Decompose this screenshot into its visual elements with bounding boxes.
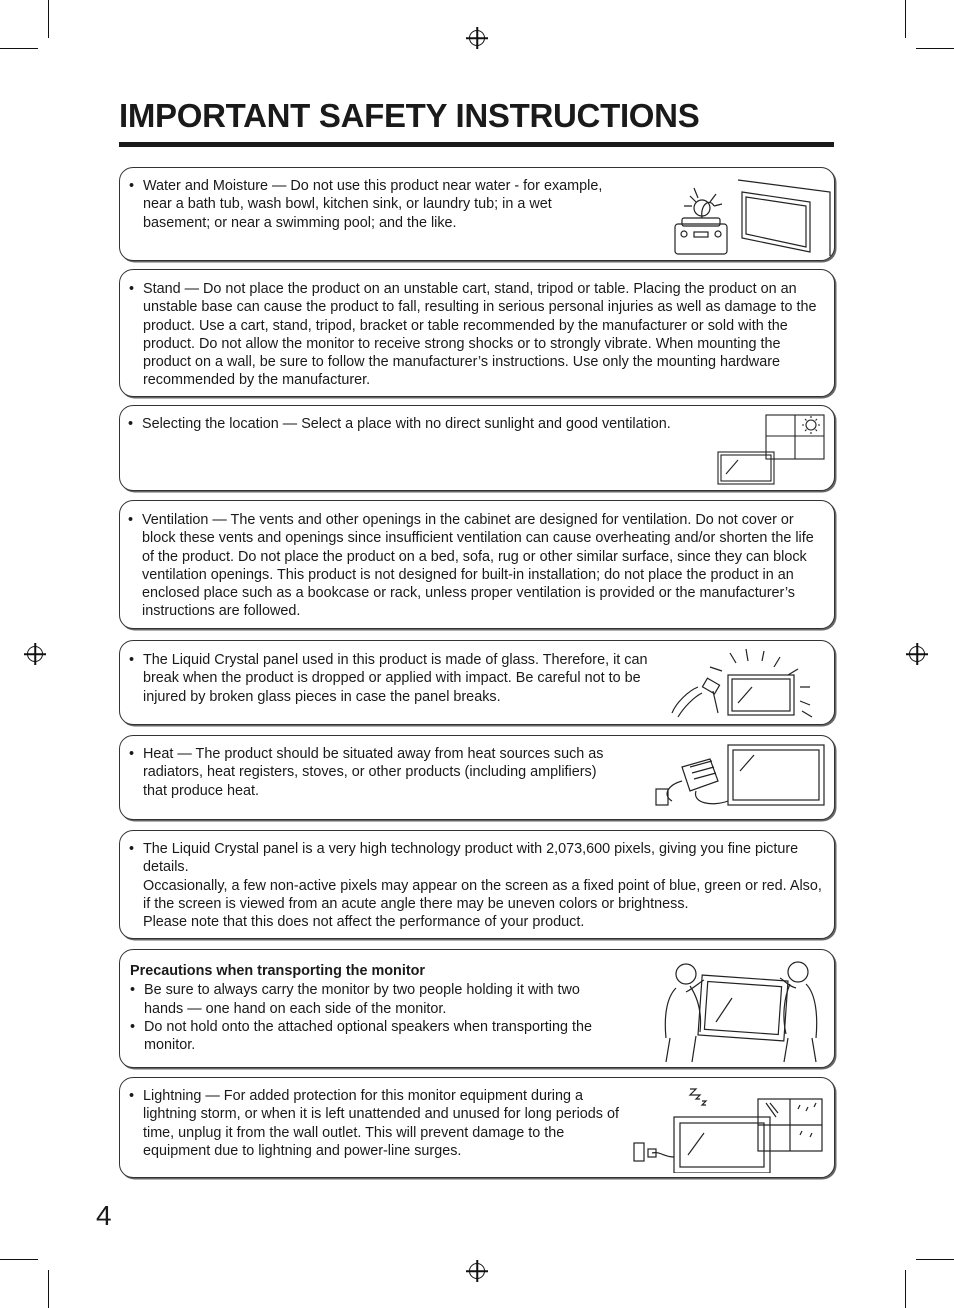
- transport-text-1: • Be sure to always carry the monitor by two people holding it with two hands — one hand on each side of the monitor.: [130, 981, 620, 1018]
- crop-mark: [916, 48, 954, 49]
- heat-text: • Heat — The product should be situated away from heat sources such as radiators, heat registers, stoves, or other products (including amplifiers) that produce heat.: [129, 745, 619, 800]
- heat-illustration-icon: [652, 741, 830, 813]
- location-illustration-icon: [716, 412, 826, 486]
- registration-mark: [469, 30, 485, 46]
- page-title: IMPORTANT SAFETY INSTRUCTIONS: [119, 97, 700, 134]
- location-text: • Selecting the location — Select a place with no direct sunlight and good ventilation.: [128, 415, 728, 433]
- pixels-text-2: Occasionally, a few non-active pixels may appear on the screen as a fixed point of blue, green or red. Also, if the screen is viewed from an acute angle there may be uneven colors or brightness.: [143, 877, 822, 912]
- pixels-text-1: • The Liquid Crystal panel is a very high technology product with 2,073,600 pixels, giving you fine picture details.: [129, 840, 829, 877]
- stand-text: • Stand — Do not place the product on an unstable cart, stand, tripod or table. Placing the product on an unstable base can cause the product to fall, resulting in serious personal injuries as well as damage to the product. Use a cart, stand, tripod, bracket or table recommended by the manufacturer or sold with the product. Do not allow the monitor to receive strong shocks or to strongly vibrate. When mounting the product on a wall, be sure to follow the manufacturer’s instructions. Use only the mounting hardware recommended by the manufacturer.: [129, 280, 819, 390]
- registration-mark: [469, 1263, 485, 1279]
- pixels-text-3: Please note that this does not affect the performance of your product.: [143, 914, 585, 931]
- crop-mark: [48, 1270, 49, 1308]
- stand-box: [119, 269, 835, 397]
- location-box: [119, 405, 835, 491]
- transport-illustration-icon: [656, 958, 828, 1064]
- pixels-box: [119, 830, 835, 939]
- registration-mark: [27, 646, 43, 662]
- page-number: 4: [96, 1200, 112, 1231]
- heat-box: [119, 735, 835, 820]
- title-underline: [119, 142, 834, 147]
- lightning-box: [119, 1077, 835, 1178]
- ventilation-text: • Ventilation — The vents and other openings in the cabinet are designed for ventilation. Do not cover or block these vents and openings since insufficient ventilation can cause overheating and/or shorten the life of the product. Do not place the product on a bed, sofa, rug or other similar surface, since they can block ventilation openings. This product is not designed for built-in installation; do not place the product in an enclosed place such as a bookcase or rack, unless proper ventilation is provided or the manufacturer’s instructions are followed.: [128, 511, 818, 621]
- crop-mark: [0, 1259, 38, 1260]
- water-illustration-icon: [670, 174, 832, 256]
- glass-warning-box: [119, 640, 835, 725]
- transport-heading: Precautions when transporting the monitor: [130, 963, 426, 979]
- glass-warning-text: • The Liquid Crystal panel used in this product is made of glass. Therefore, it can break when the product is dropped or applied with impact. Be careful not to be injured by broken glass pieces in case the panel breaks.: [129, 651, 669, 706]
- glass-illustration-icon: [666, 647, 832, 721]
- crop-mark: [905, 1270, 906, 1308]
- crop-mark: [916, 1259, 954, 1260]
- lightning-text: • Lightning — For added protection for this monitor equipment during a lightning storm, or when it is left unattended and unused for long periods of time, unplug it from the wall outlet. This will prevent damage to the equipment due to lightning and power-line surges.: [129, 1087, 619, 1160]
- transport-box: [119, 949, 835, 1068]
- crop-mark: [905, 0, 906, 38]
- ventilation-box: [119, 500, 835, 629]
- water-moisture-text: • Water and Moisture — Do not use this product near water - for example, near a bath tub, wash bowl, kitchen sink, or laundry tub; in a wet basement; or near a swimming pool; and the like.: [129, 177, 619, 232]
- crop-mark: [48, 0, 49, 38]
- crop-mark: [0, 48, 38, 49]
- transport-text-2: • Do not hold onto the attached optional speakers when transporting the monitor.: [130, 1018, 620, 1055]
- registration-mark: [909, 646, 925, 662]
- water-moisture-box: [119, 167, 835, 261]
- lightning-illustration-icon: [630, 1083, 826, 1173]
